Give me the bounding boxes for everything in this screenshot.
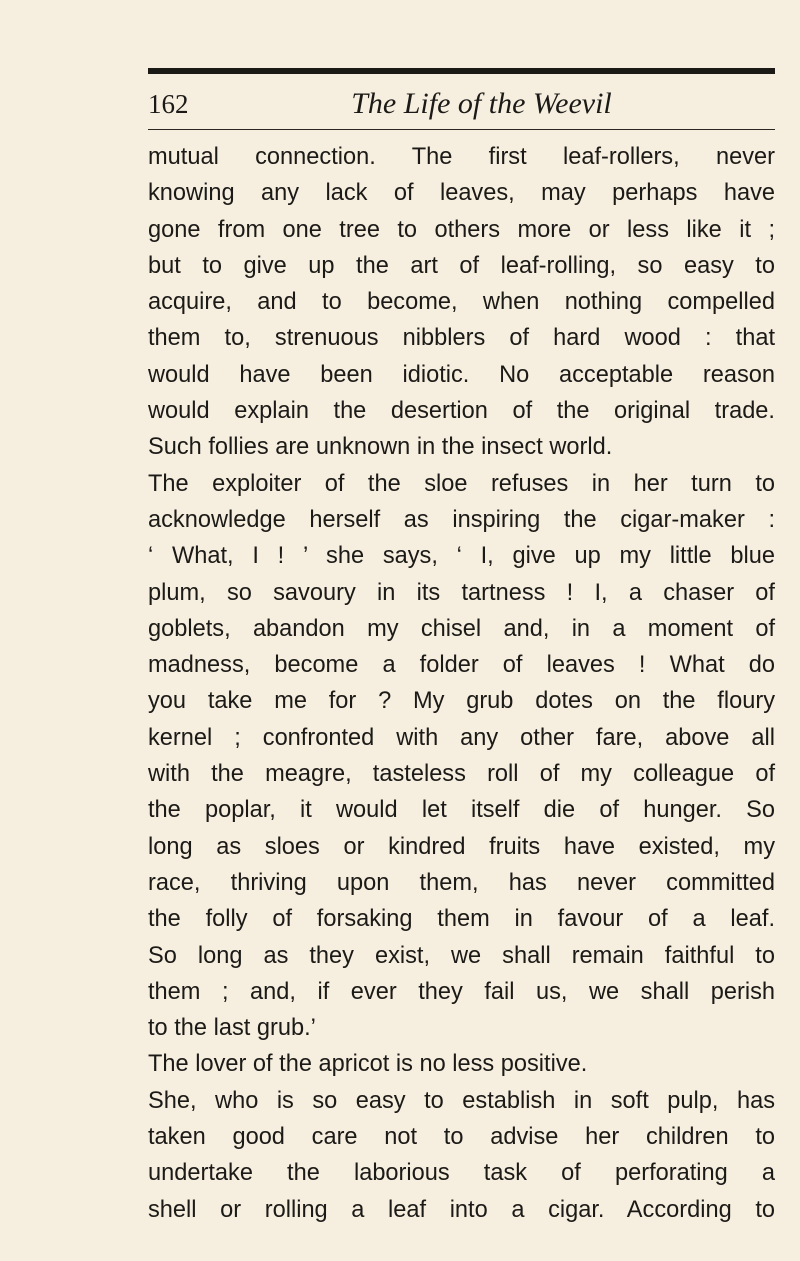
text-line: you take me for ? My grub dotes on the floury bbox=[148, 688, 775, 715]
text-line: So long as they exist, we shall remain faithful to bbox=[148, 942, 775, 969]
body-text bbox=[148, 139, 775, 1228]
text-line: would explain the desertion of the original trade. bbox=[148, 398, 775, 425]
text-line: them to, strenuous nibblers of hard wood : that bbox=[148, 325, 775, 352]
text-line: gone from one tree to others more or less like it ; bbox=[148, 216, 775, 243]
text-line: taken good care not to advise her children to bbox=[148, 1124, 775, 1151]
text-line: but to give up the art of leaf-rolling, so easy to bbox=[148, 252, 775, 279]
text-line: the folly of forsaking them in favour of a leaf. bbox=[148, 906, 775, 933]
text-line: shell or rolling a leaf into a cigar. According to bbox=[148, 1196, 775, 1223]
text-line: The lover of the apricot is no less positive. bbox=[148, 1051, 588, 1078]
text-line: She, who is so easy to establish in soft pulp, has bbox=[148, 1087, 775, 1114]
top-rule bbox=[148, 68, 775, 74]
text-line: acquire, and to become, when nothing compelled bbox=[148, 289, 775, 316]
text-line: knowing any lack of leaves, may perhaps have bbox=[148, 180, 775, 207]
text-line: Such follies are unknown in the insect world. bbox=[148, 434, 613, 461]
header-rule bbox=[148, 129, 775, 130]
text-line: The exploiter of the sloe refuses in her turn to bbox=[148, 470, 775, 497]
text-line: long as sloes or kindred fruits have existed, my bbox=[148, 833, 775, 860]
running-title: The Life of the Weevil bbox=[351, 87, 612, 120]
text-line: to the last grub.’ bbox=[148, 1015, 316, 1042]
text-line: race, thriving upon them, has never committed bbox=[148, 869, 775, 896]
text-line: mutual connection. The first leaf-rollers, never bbox=[148, 144, 775, 170]
text-line: undertake the laborious task of perforating a bbox=[148, 1160, 775, 1187]
text-line: kernel ; confronted with any other fare, above all bbox=[148, 724, 775, 751]
page-number: 162 bbox=[148, 89, 189, 119]
text-line: goblets, abandon my chisel and, in a moment of bbox=[148, 615, 775, 642]
text-line: acknowledge herself as inspiring the cigar-maker : bbox=[148, 506, 775, 533]
text-line: madness, become a folder of leaves ! What do bbox=[148, 652, 775, 679]
text-line: plum, so savoury in its tartness ! I, a chaser of bbox=[148, 579, 775, 606]
running-header bbox=[148, 88, 775, 124]
text-line: would have been idiotic. No acceptable reason bbox=[148, 361, 775, 388]
text-line: ‘ What, I ! ’ she says, ‘ I, give up my little blue bbox=[148, 543, 775, 570]
text-line: them ; and, if ever they fail us, we shall perish bbox=[148, 978, 775, 1005]
text-line: with the meagre, tasteless roll of my colleague of bbox=[148, 761, 775, 788]
text-line: the poplar, it would let itself die of hunger. So bbox=[148, 797, 775, 824]
